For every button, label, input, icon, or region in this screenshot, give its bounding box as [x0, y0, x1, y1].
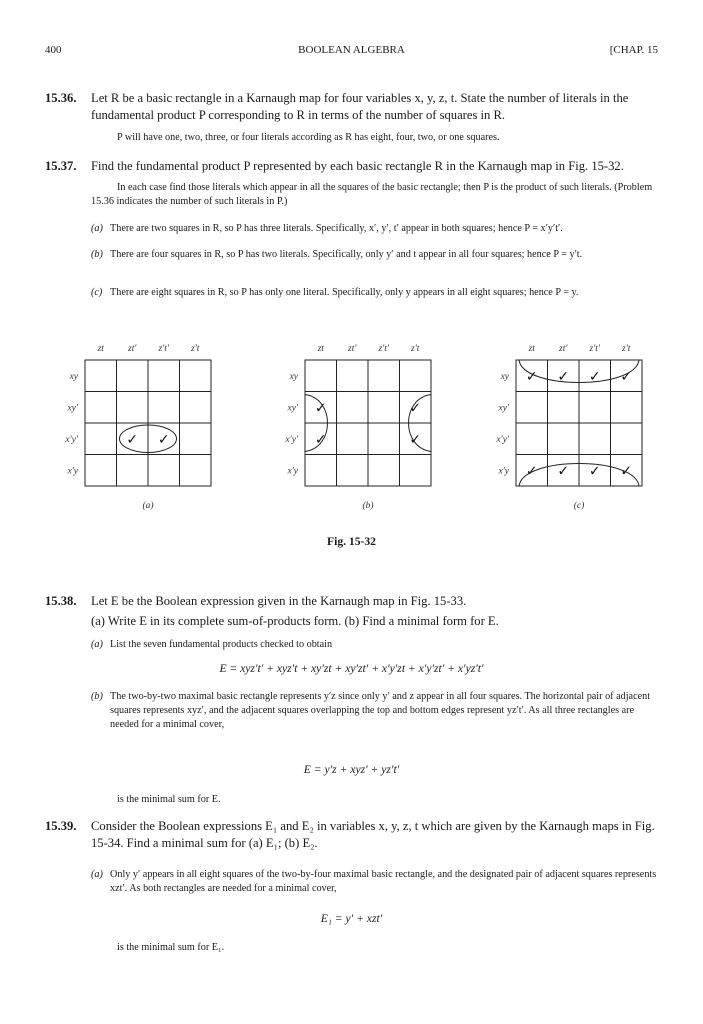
kmap-cell	[611, 392, 643, 424]
item-text: There are eight squares in R, so P has only one literal. Specifically, only y appears in all eight squares; hence P = y.	[110, 287, 579, 298]
conclusion-39: is the minimal sum for E₁.	[117, 942, 225, 953]
kmap-cell	[180, 455, 212, 487]
col-label: zt	[528, 344, 535, 354]
kmap-cell	[180, 392, 212, 424]
check-mark: ✓	[314, 431, 327, 448]
row-label: x′y	[498, 466, 509, 477]
kmap-cell	[368, 360, 400, 392]
check-mark: ✓	[588, 368, 601, 385]
check-mark: ✓	[525, 368, 538, 385]
row-label: x′y	[67, 466, 78, 477]
item-label: (a)	[91, 223, 103, 234]
check-mark: ✓	[588, 463, 601, 480]
kmap-cell	[337, 423, 369, 455]
item-text: There are four squares in R, so P has two literals. Specifically, only y′ and t appear in all four squares; hence P = y′t.	[110, 249, 583, 260]
item-text: The two-by-two maximal basic rectangle represents y′z since only y′ and z appear in all four squares. The horizontal pair of adjacent squares represents xyz′, and the adjacent squares overlapping the top and bottom edges represent yz′t′. As all three rectangles are needed for a minimal cover,	[110, 691, 651, 730]
item-label: (b)	[91, 249, 103, 260]
kmap-cell	[305, 360, 337, 392]
row-label: xy	[500, 371, 509, 382]
col-label: z′t	[622, 344, 631, 354]
figure-caption: Fig. 15-32	[327, 535, 376, 548]
check-mark: ✓	[157, 431, 170, 448]
row-label: xy	[69, 371, 78, 382]
col-label: z′t′	[158, 344, 169, 354]
solution-15-36: P will have one, two, three, or four literals according as R has eight, four, two, or one squares.	[117, 132, 500, 143]
map-label: (a)	[142, 501, 154, 511]
problem-text: Let R be a basic rectangle in a Karnaugh map for four variables x, y, z, t. State the number of literals in the fundamental product P corresponding to R in terms of the number of squares in R.	[91, 91, 629, 122]
solution-38-a	[91, 638, 658, 652]
running-title: BOOLEAN ALGEBRA	[298, 44, 405, 56]
problem-number: 15.38.	[45, 594, 77, 608]
row-label: x′y′	[65, 434, 78, 445]
row-label: xy′	[287, 403, 298, 414]
chapter-label: [CHAP. 15	[609, 44, 658, 56]
check-mark: ✓	[126, 431, 139, 448]
kmap-cell	[148, 360, 180, 392]
solution-39-a	[91, 868, 658, 896]
kmap-cell	[85, 455, 117, 487]
item-label: (b)	[91, 691, 103, 702]
kmap-cell	[305, 455, 337, 487]
problem-number: 15.37.	[45, 159, 77, 173]
kmap-cell	[516, 392, 548, 424]
item-label: (c)	[91, 287, 103, 298]
row-label: xy′	[498, 403, 509, 414]
problem-15-38-parts	[45, 613, 658, 630]
kmap-cell	[368, 423, 400, 455]
col-label: zt′	[348, 344, 357, 354]
row-label: x′y′	[496, 434, 509, 445]
map-label: (c)	[573, 501, 585, 511]
kmap-cell	[148, 455, 180, 487]
kmap-cell	[148, 392, 180, 424]
problem-number: 15.36.	[45, 91, 77, 105]
problem-15-38	[45, 593, 658, 610]
check-mark: ✓	[314, 400, 327, 417]
kmap-cell	[400, 360, 432, 392]
kmap-cell	[117, 360, 149, 392]
solution-38-b	[91, 690, 658, 732]
kmap-cell	[337, 360, 369, 392]
item-label: (a)	[91, 869, 103, 880]
kmap-cell	[368, 455, 400, 487]
check-mark: ✓	[409, 400, 422, 417]
problem-parts: (a) Write E in its complete sum-of-products form. (b) Find a minimal form for E.	[91, 614, 499, 628]
problem-text: Let E be the Boolean expression given in the Karnaugh map in Fig. 15-33.	[91, 594, 467, 608]
equation-e-full: E = xyz′t′ + xyz′t + xy′zt + xy′zt′ + x′y′zt + x′y′zt′ + x′yz′t′	[219, 662, 484, 675]
check-mark: ✓	[525, 463, 538, 480]
problem-text: Find the fundamental product P represented by each basic rectangle R in the Karnaugh map in Fig. 15-32.	[91, 159, 624, 173]
row-label: x′y	[287, 466, 298, 477]
kmap-cell	[611, 423, 643, 455]
equation-e-minimal: E = y′z + xyz′ + yz′t′	[303, 763, 400, 776]
check-mark: ✓	[557, 463, 570, 480]
kmap-cell	[85, 423, 117, 455]
item-text: Only y′ appears in all eight squares of the two-by-four maximal basic rectangle, and the designated pair of adjacent squares represents xzt′. As both rectangles are needed for a minimal cover,	[110, 869, 657, 894]
check-mark: ✓	[557, 368, 570, 385]
kmap-cell	[180, 360, 212, 392]
kmap-cell	[117, 392, 149, 424]
kmap-cell	[548, 423, 580, 455]
kmap-cell	[117, 455, 149, 487]
row-label: xy′	[67, 403, 78, 414]
col-label: zt′	[559, 344, 568, 354]
problem-15-39	[45, 818, 658, 852]
col-label: zt	[97, 344, 104, 354]
kmap-cell	[579, 423, 611, 455]
equation-e1-minimal: E₁ = y′ + xzt′	[320, 912, 383, 925]
kmap-cell	[180, 423, 212, 455]
kmap-cell	[548, 392, 580, 424]
row-label: x′y′	[285, 434, 298, 445]
col-label: z′t′	[378, 344, 389, 354]
solution-intro: In each case find those literals which appear in all the squares of the basic rectangle; then P is the product of such literals. (Problem 15.36 indicates the number of such literals in P.)	[91, 182, 653, 207]
check-mark: ✓	[620, 368, 633, 385]
kmap-cell	[337, 392, 369, 424]
col-label: zt′	[128, 344, 137, 354]
col-label: zt	[317, 344, 324, 354]
map-label: (b)	[362, 501, 374, 511]
item-text: List the seven fundamental products checked to obtain	[110, 639, 333, 650]
kmap-cell	[400, 455, 432, 487]
check-mark: ✓	[409, 431, 422, 448]
kmap-cell	[85, 392, 117, 424]
page-number: 400	[45, 44, 62, 56]
item-label: (a)	[91, 639, 103, 650]
kmap-cell	[85, 360, 117, 392]
row-label: xy	[289, 371, 298, 382]
kmap-cell	[368, 392, 400, 424]
check-mark: ✓	[620, 463, 633, 480]
kmap-cell	[516, 423, 548, 455]
col-label: z′t	[191, 344, 200, 354]
kmap-cell	[579, 392, 611, 424]
item-text: There are two squares in R, so P has three literals. Specifically, x′, y′, t′ appear in both squares; hence P = x′y′t′.	[110, 223, 563, 234]
col-label: z′t′	[589, 344, 600, 354]
kmap-cell	[337, 455, 369, 487]
conclusion-38: is the minimal sum for E.	[117, 794, 221, 805]
col-label: z′t	[411, 344, 420, 354]
problem-number: 15.39.	[45, 819, 77, 833]
problem-text: Consider the Boolean expressions E₁ and E₂ in variables x, y, z, t which are given by the Karnaugh maps in Fig. 15-34. Find a minimal sum for (a) E₁; (b) E₂.	[91, 819, 655, 850]
